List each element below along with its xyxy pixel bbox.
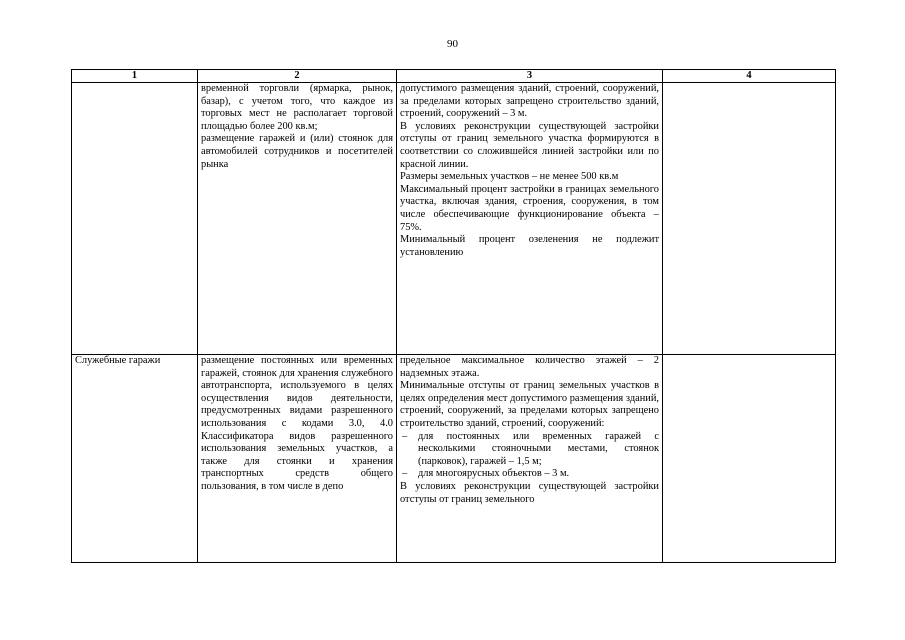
row1-col3-paragraph: допустимого размещения зданий, строений, сооружений, за пределами которых запрещено строительство зданий, строений, сооружений – 3 м.	[400, 83, 659, 120]
row2-col1-cell: Служебные гаражи	[72, 355, 198, 563]
column-header-2: 2	[198, 70, 397, 83]
dash-bullet: –	[402, 468, 408, 480]
row1-col1-cell	[72, 83, 198, 355]
row1-col2-paragraph: временной торговли (ярмарка, рынок, базар), с учетом того, что каждое из торговых мест не располагает торговой площадью более 200 кв.м;	[201, 83, 393, 132]
row1-col4-cell	[663, 83, 836, 355]
column-header-4: 4	[663, 70, 836, 83]
row2-col3-cell	[397, 355, 663, 563]
row2-col4-cell	[663, 355, 836, 563]
row1-col3-paragraph: Максимальный процент застройки в границах земельного участка, включая здания, строения, сооружения, в том числе обеспечивающие функционирование объекта – 75%.	[400, 183, 659, 233]
row1-col3-cell	[397, 83, 663, 355]
row1-col2-paragraph: размещение гаражей и (или) стоянок для автомобилей сотрудников и посетителей рынка	[201, 133, 393, 170]
table-row	[72, 355, 836, 563]
column-header-1: 1	[72, 70, 198, 83]
document-table	[71, 69, 836, 563]
table-row	[72, 83, 836, 355]
row2-col3-paragraph: В условиях реконструкции существующей застройки отступы от границ земельного	[400, 480, 659, 505]
row1-col2-cell	[198, 83, 397, 355]
row2-col3-paragraph: Минимальные отступы от границ земельных участков в целях определения мест допустимого размещения зданий, строений, сооружений, за пределами которых запрещено строительство зданий, строений, сооружений:	[400, 380, 659, 429]
column-header-3: 3	[397, 70, 663, 83]
dash-bullet: –	[402, 430, 408, 442]
table-header-row	[72, 70, 836, 83]
list-item-text: для постоянных или временных гаражей с несколькими стояночными местами, стоянок (парковок), гаражей – 1,5 м;	[418, 430, 659, 467]
page-number: 90	[447, 38, 458, 50]
row2-col3-list-item	[400, 468, 659, 481]
list-item-text: для многоярусных объектов – 3 м.	[418, 468, 570, 480]
row2-col2-cell	[198, 355, 397, 563]
row2-col2-paragraph: размещение постоянных или временных гаражей, стоянок для хранения служебного автотранспорта, используемого в целях осуществления видов деятельности, предусмотренных видами разрешенного использования с кодами 3.0, 4.0 Классификатора видов разрешенного использования земельных участков, а также для стоянки и хранения транспортных средств общего пользования, в том числе в депо	[201, 355, 393, 492]
row1-col3-paragraph: В условиях реконструкции существующей застройки отступы от границ земельного участка формируются в соответствии со сложившейся линией застройки или по красной линии.	[400, 120, 659, 170]
row1-col3-paragraph: Размеры земельных участков – не менее 500 кв.м	[400, 171, 619, 183]
row1-col3-paragraph: Минимальный процент озеленения не подлежит установлению	[400, 234, 659, 258]
row2-col3-paragraph: предельное максимальное количество этажей – 2 надземных этажа.	[400, 355, 659, 379]
row2-col3-list-item	[400, 431, 659, 469]
